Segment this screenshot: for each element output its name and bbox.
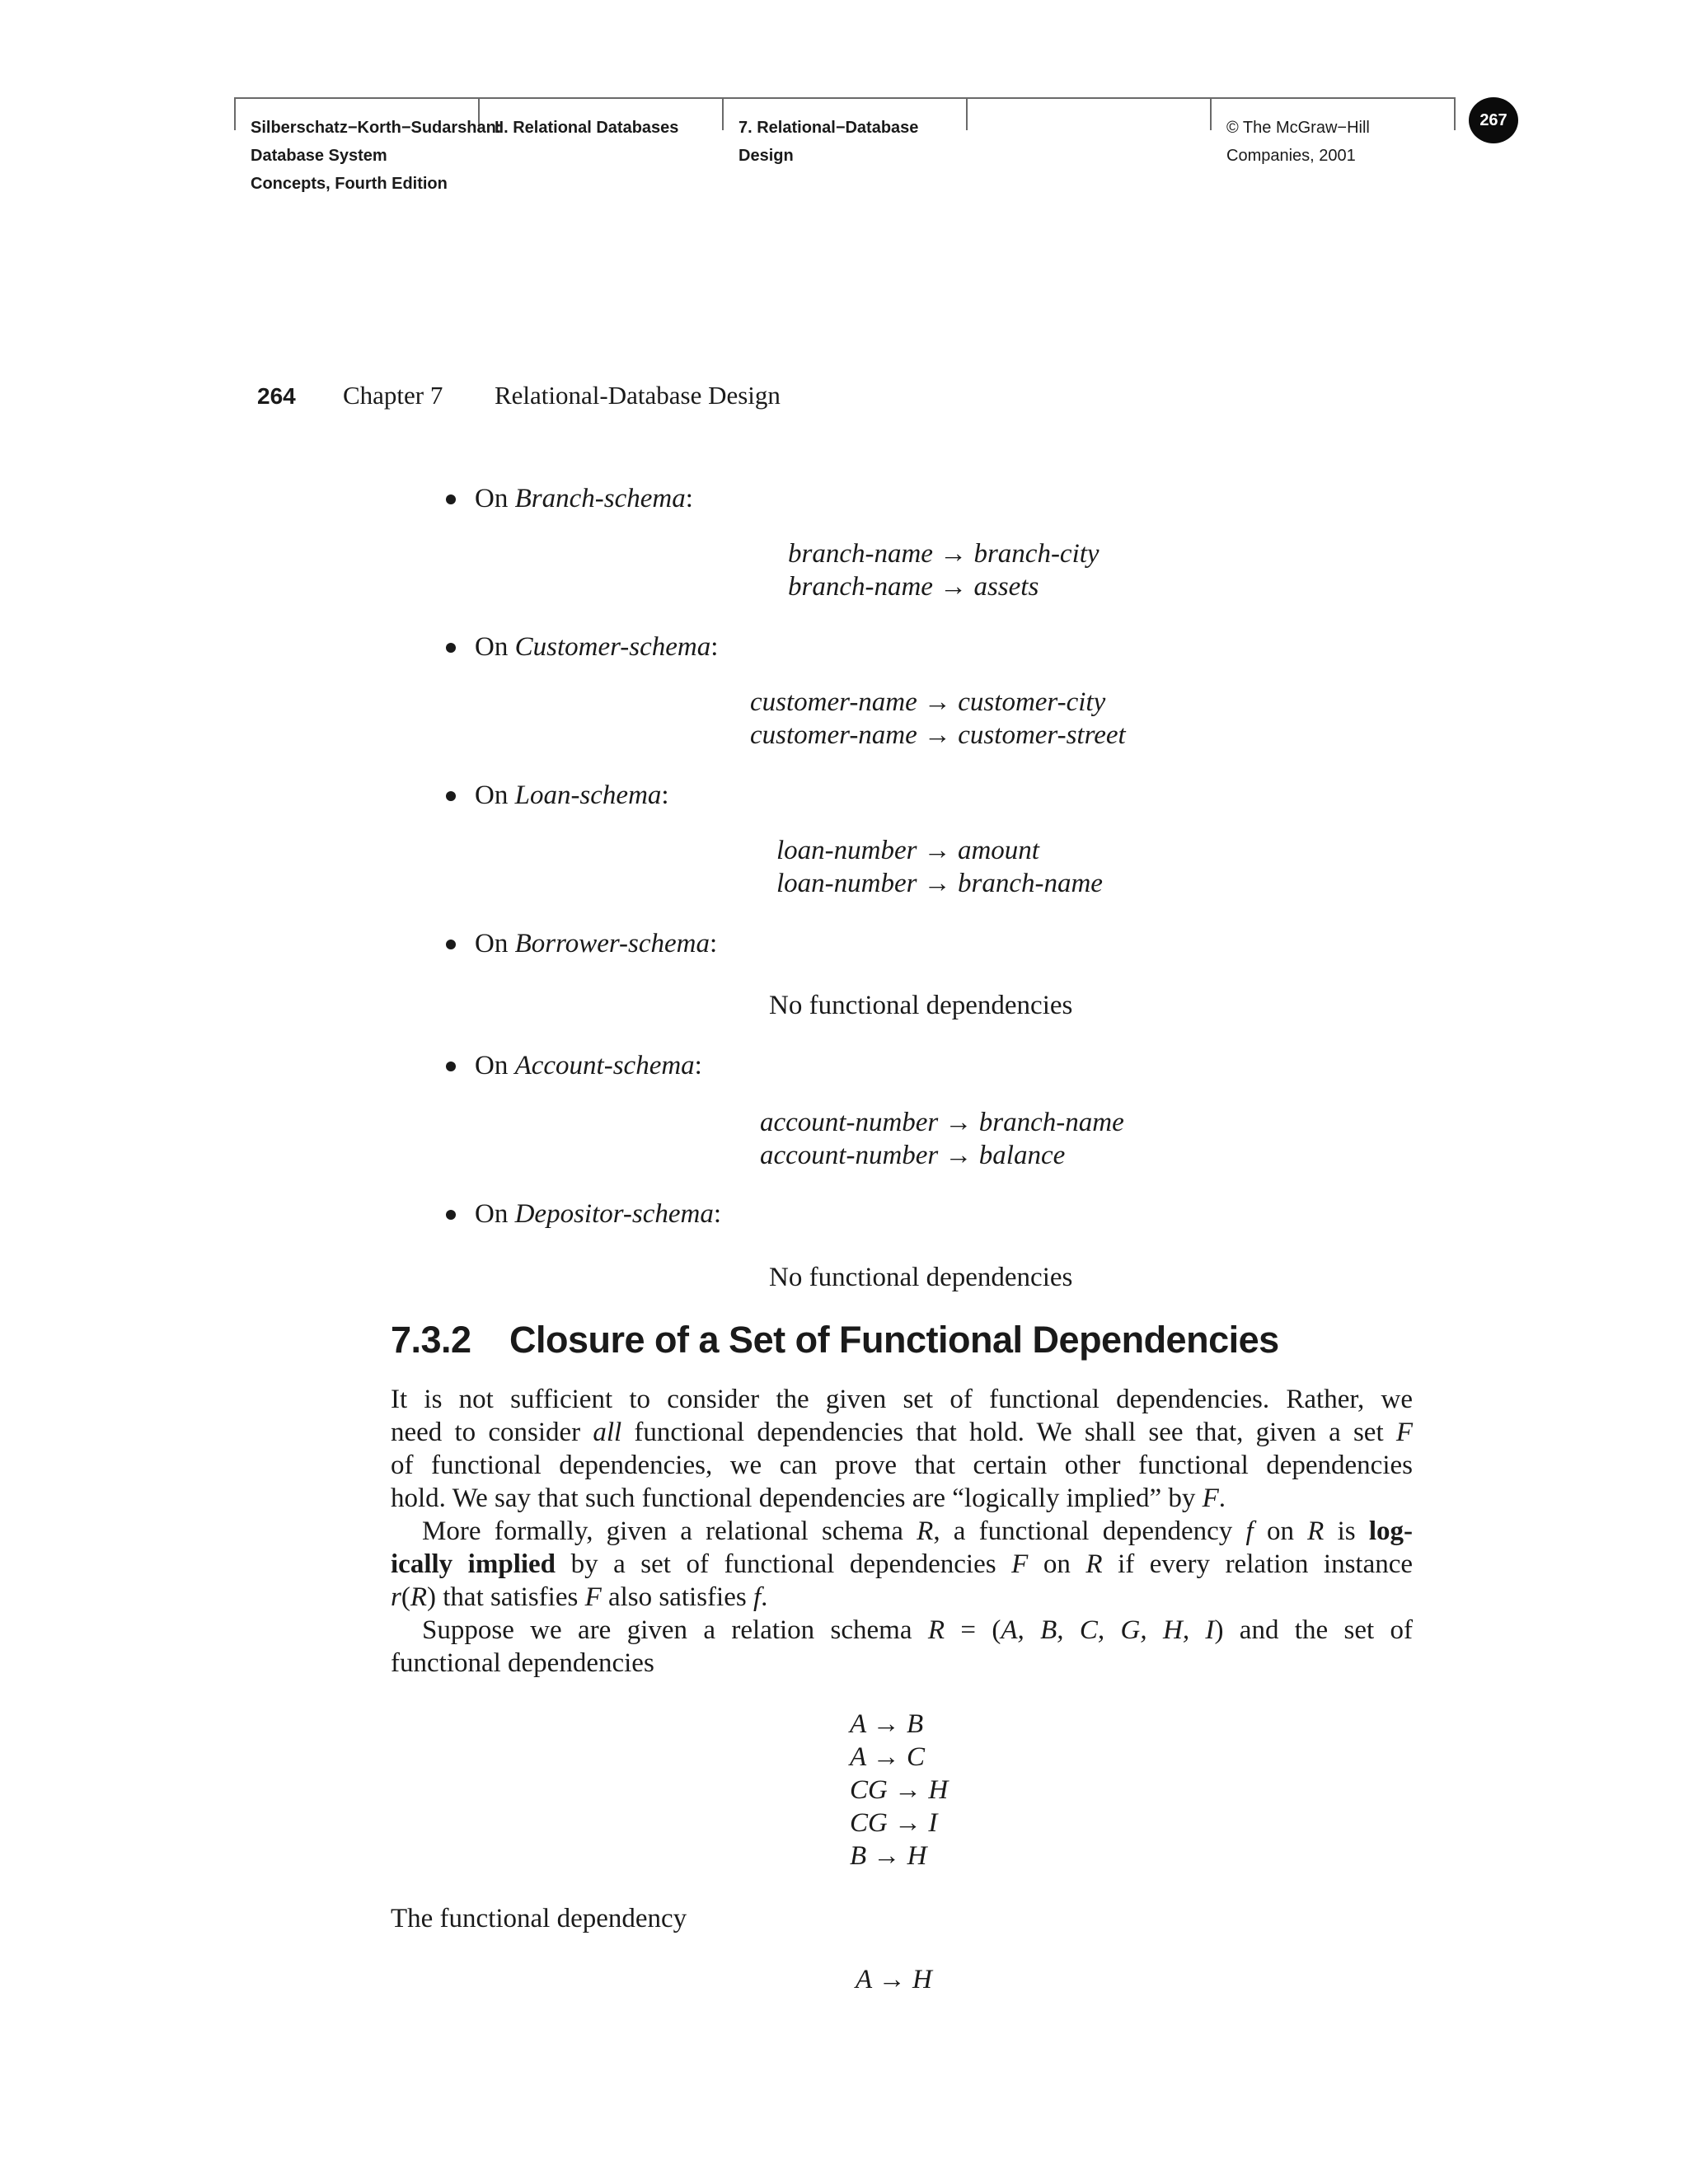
header-divider [234,97,236,130]
fd-line: No functional dependencies [769,991,1073,1020]
section-number: 7.3.2 [391,1319,471,1361]
text-line: More formally, given a relational schema R, a functional dependency f on R is log- [422,1516,1413,1546]
bullet [446,1210,456,1220]
section-title: Closure of a Set of Functional Dependencies [509,1319,1279,1361]
fd-line: B → H [850,1841,927,1871]
header-divider [1454,97,1456,130]
fd-line: customer-name → customer-city [750,687,1106,717]
schema-heading: On Customer-schema: [475,632,719,662]
bullet [446,1062,456,1071]
fd-line: A → C [850,1742,926,1772]
schema-heading: On Depositor-schema: [475,1199,722,1229]
bullet [446,940,456,949]
bullet [446,643,456,653]
text-line: It is not sufficient to consider the given set of functional dependencies. Rather, we [391,1385,1413,1414]
text-line: r(R) that satisfies F also satisfies f. [391,1582,768,1612]
text-line: hold. We say that such functional dependencies are “logically implied” by F. [391,1483,1226,1513]
fd-line: branch-name → branch-city [788,539,1100,569]
header-book-title: Silberschatz−Korth−Sudarshan: Database System Concepts, Fourth Edition [251,119,502,193]
fd-line: A → H [856,1965,932,1994]
running-head [257,381,781,410]
fd-line: loan-number → amount [776,836,1039,865]
header-copyright: © The McGraw−Hill Companies, 2001 [1226,119,1370,165]
header-chapter: 7. Relational−Database Design [738,119,919,165]
schema-heading: On Loan-schema: [475,780,669,810]
text-line: need to consider all functional dependencies that hold. We shall see that, given a set F [391,1418,1413,1447]
sheet-page-badge: 267 [1469,97,1518,143]
header-rule [234,97,1456,99]
paragraph [391,1383,1413,1515]
schema-heading: On Borrower-schema: [475,929,718,958]
schema-heading: On Branch-schema: [475,484,693,513]
text-line: of functional dependencies, we can prove that certain other functional dependencies [391,1451,1413,1480]
fd-line: branch-name → assets [788,572,1039,602]
text-line: functional dependencies [391,1648,654,1678]
header-part: II. Relational Databases [495,119,679,137]
section-heading [391,1317,1279,1363]
paragraph [391,1515,1413,1614]
fd-line: account-number → branch-name [760,1108,1124,1137]
fd-line: No functional dependencies [769,1263,1073,1292]
header-divider [722,97,724,130]
fd-line: customer-name → customer-street [750,720,1126,750]
header-divider [1210,97,1212,130]
fd-line: CG → H [850,1775,949,1805]
running-head-title: Relational-Database Design [495,381,781,410]
bullet [446,494,456,504]
fd-line: A → B [850,1709,924,1739]
page-number: 264 [257,383,296,409]
paragraph [391,1614,1413,1680]
schema-heading: On Account-schema: [475,1051,702,1080]
text-line: ically implied by a set of functional dependencies F on R if every relation instance [391,1549,1414,1579]
fd-line: CG → I [850,1808,938,1838]
running-head-chapter: Chapter 7 [343,381,443,410]
fd-line: account-number → balance [760,1141,1066,1170]
closing-text: The functional dependency [391,1904,687,1933]
text-line: Suppose we are given a relation schema R = (A, B, C, G, H, I) and the set of [422,1615,1413,1645]
bullet [446,791,456,801]
fd-line: loan-number → branch-name [776,869,1103,898]
header-divider [966,97,968,130]
sheet-header [234,97,1456,213]
